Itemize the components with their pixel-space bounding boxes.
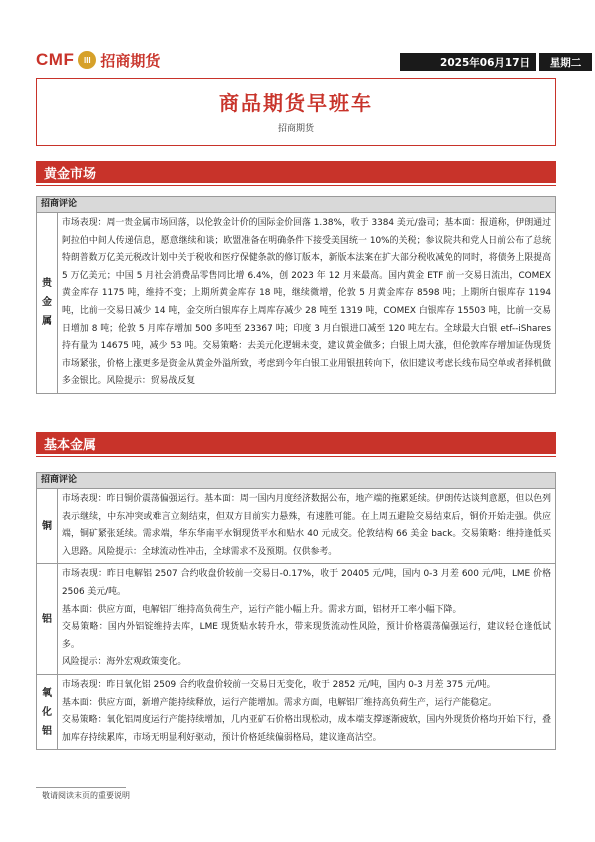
footer-note: 敬请阅读末页的重要说明 bbox=[42, 791, 130, 800]
table-header: 招商评论 bbox=[37, 197, 556, 213]
table-row-aluminum bbox=[37, 564, 556, 675]
table-row-copper bbox=[37, 489, 556, 564]
row-label-aluminum: 铝 bbox=[37, 564, 58, 675]
page-subtitle: 招商期货 bbox=[277, 124, 314, 134]
row-label-copper: 铜 bbox=[37, 489, 58, 564]
logo-cn: 招商期货 bbox=[100, 51, 161, 70]
footer-divider bbox=[36, 787, 126, 788]
base-metals-comment-table bbox=[36, 472, 556, 750]
copper-commentary: 市场表现：昨日铜价震荡偏强运行。基本面：周一国内月度经济数据公布，地产端的拖累延续。伊朗传达谈判意愿，但以色列表示继续，中东冲突或难言立刻结束，但双方目前实力悬殊，有速胜可能。在上周五避险交易结束后，铜价开始走强。供应端，铜矿紧张延续。需求端，华东华南平水铜现货平水和贴水 40 元成交。伦敦结构 66 美金 back。交易策略：维持逢低买入思路。风险提示：全球流动性冲击，全球需求不及预期。仅供参考。 bbox=[58, 489, 556, 564]
logo-emblem-icon: III bbox=[78, 51, 96, 69]
company-logo bbox=[36, 49, 160, 71]
table-row-alumina bbox=[37, 674, 556, 749]
row-label-precious-metals: 贵金属 bbox=[37, 213, 58, 394]
report-weekday: 星期二 bbox=[539, 53, 592, 71]
page-title: 商品期货早班车 bbox=[219, 91, 373, 115]
aluminum-commentary: 市场表现：昨日电解铝 2507 合约收盘价较前一交易日-0.17%，收于 20405 元/吨，国内 0-3 月差 600 元/吨，LME 价格 2506 美元/吨。 基本面：供应方面，电解铝厂维持高负荷生产，运行产能小幅上升。需求方面，铝材开工率小幅下降。 交易策略：国内外铝锭维持去库，LME 现货贴水转升水，带来现货流动性风险，预计价格震荡偏强运行，建议轻仓逢低试多。 风险提示：海外宏观政策变化。 bbox=[58, 564, 556, 675]
logo-text: CMF bbox=[36, 50, 75, 69]
title-box bbox=[36, 78, 556, 146]
report-date: 2025年06月17日 bbox=[400, 53, 536, 71]
row-label-alumina: 氧化铝 bbox=[37, 674, 58, 749]
alumina-commentary: 市场表现：昨日氧化铝 2509 合约收盘价较前一交易日无变化，收于 2852 元/吨，国内 0-3 月差 375 元/吨。 基本面：供应方面，新增产能持续释放，运行产能增加。需求方面，电解铝厂维持高负荷生产，运行产能稳定。 交易策略：氧化铝周度运行产能持续增加，几内亚矿石价格出现松动，成本端支撑逐渐疲软，国内外现货价格均开始下行，叠加库存持续累库，市场无明显利好驱动，预计价格延续偏弱格局，建议逢高沽空。 bbox=[58, 674, 556, 749]
gold-comment-table bbox=[36, 196, 556, 394]
section-base-metals-title: 基本金属 bbox=[36, 432, 556, 454]
page-header bbox=[36, 47, 582, 73]
table-header: 招商评论 bbox=[37, 473, 556, 489]
section-gold-title: 黄金市场 bbox=[36, 161, 556, 183]
gold-commentary: 市场表现：周一贵金属市场回落，以伦敦金计价的国际金价回落 1.38%，收于 3384 美元/盎司；基本面：报道称，伊朗通过阿拉伯中间人传递信息，愿意继续和谈；欧盟准备在明确条件下接受美国统一 10%的关税；参议院共和党人日前公布了总统特朗普数万亿美元税改计划中关于税收和医疗保健条款的修订版本，新版本法案在扩大部分税收减免的同时，将债务上限提高 5 万亿美元；中国 5 月社会消费品零售同比增 6.4%，创 2023 年 12 月来最高。国内黄金 ETF 前一交易日流出，COMEX 黄金库存 1175 吨，维持不变；上期所黄金库存 18 吨，继续微增，伦敦 5 月黄金库存 8598 吨；上期所白银库存 1194 吨，比前一交易日减少 14 吨，金交所白银库存上周库存减少 28 吨至 1319 吨，COMEX 白银库存 15503 吨，比前一交易日增加 8 吨；伦敦 5 月库存增加 500 多吨至 23367 吨；印度 3 月白银进口减至 120 吨左右。全球最大白银 etf--iShares 持有量为 14675 吨，减少 53 吨。交易策略：去美元化逻辑未变，建议黄金做多；白银上周大涨，但伦敦库存增加证伪现货市场紧张，价格上涨更多是资金从黄金外溢所致，考虑到今年白银工业用银扭转向下，依旧建议考虑长线布局空单或者择机做多金银比。风险提示：贸易战反复 bbox=[58, 213, 556, 394]
